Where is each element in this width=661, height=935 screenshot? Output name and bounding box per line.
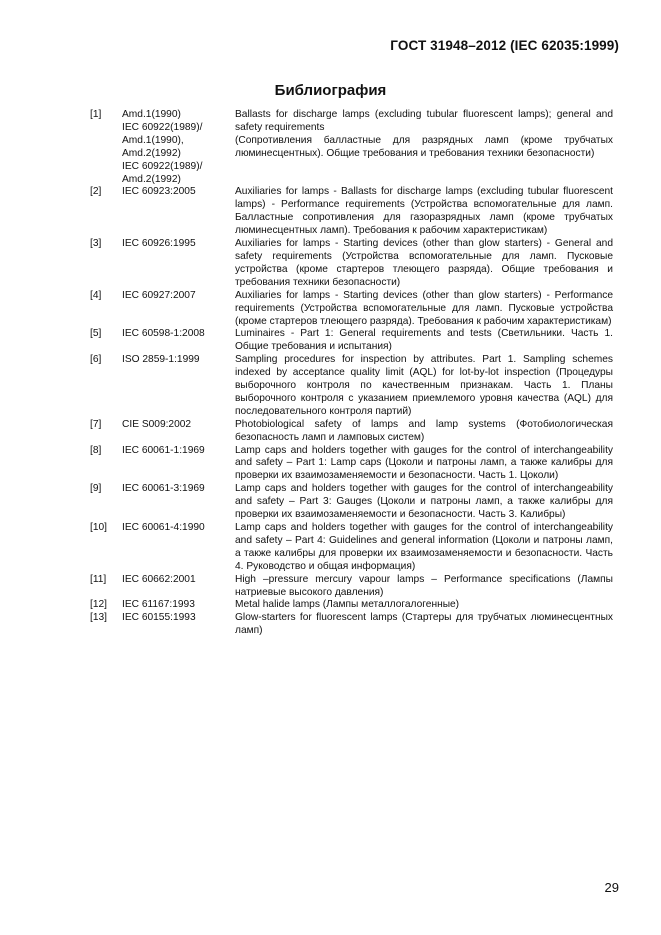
reference-description: Lamp caps and holders together with gauges for the control of interchangeability and safety – Part 3: Gauges (Цоколи и патроны ламп, а также калибры для проверки их взаимозаменяемости и безопасности. Часть 3. Калибры) [235,483,613,521]
reference-number: [5] [90,328,102,340]
reference-standard-code: Amd.1(1990) IEC 60922(1989)/ Amd.1(1990), Amd.2(1992) IEC 60922(1989)/ Amd.2(1992) [122,109,203,185]
bibliography-entry [90,186,613,238]
reference-description: Auxiliaries for lamps - Starting devices (other than glow starters) - Performance requirements (Устройства вспомогательные для ламп. Пусковые устройства (кроме стартеров тлеющего разряда). Требования к рабочим характеристикам) [235,289,613,327]
reference-number: [4] [90,289,102,301]
reference-description: Auxiliaries for lamps - Ballasts for discharge lamps (excluding tubular fluorescent lamps) - Performance requirements (Устройства вспомогательные для ламп. Балластные сопротивления для газоразрядных ламп (кроме трубчатых люминесцентных ламп). Требования к рабочим характеристикам) [235,186,613,237]
reference-description: Photobiological safety of lamps and lamp systems (Фотобиологическая безопасность ламп и ламповых систем) [235,418,613,443]
page-title: Библиография [274,82,387,99]
reference-number: [10] [90,522,107,533]
reference-description: Metal halide lamps (Лампы металлогалогенные) [235,599,460,611]
reference-description: Ballasts for discharge lamps (excluding tubular fluorescent lamps); general and safety requirements (Сопротивления балластные для разрядных ламп (кроме трубчатых люминесцентных). Общие требования и требования техники безопасности) [235,109,613,159]
reference-number: [3] [90,238,102,250]
bibliography-entry [90,109,613,186]
reference-description: Luminaires - Part 1: General requirements and tests (Светильники. Часть 1. Общие требования и испытания) [235,328,613,353]
page-number: 29 [604,880,619,895]
reference-number: [13] [90,612,107,624]
reference-number: [11] [90,573,107,585]
bibliography-entry [90,419,613,445]
bibliography-entry [90,483,613,522]
reference-number: [9] [90,483,102,495]
reference-standard-code: IEC 60926:1995 [122,238,196,250]
reference-standard-code: CIE S009:2002 [122,418,192,430]
reference-number: [12] [90,599,107,611]
page-header: ГОСТ 31948–2012 (IEC 62035:1999) [390,38,619,53]
reference-number: [6] [90,354,102,366]
reference-standard-code: IEC 60061-3:1969 [122,483,205,495]
bibliography-entry [90,238,613,290]
reference-number: [2] [90,186,102,198]
reference-description: High –pressure mercury vapour lamps – Performance specifications (Лампы натриевые высокого давления) [235,573,613,598]
reference-standard-code: IEC 60598-1:2008 [122,328,205,340]
reference-standard-code: IEC 60061-4:1990 [122,522,205,533]
bibliography-entry [90,599,613,612]
reference-number: [7] [90,418,102,430]
reference-number: [1] [90,109,102,120]
reference-description: Lamp caps and holders together with gauges for the control of interchangeability and safety – Part 1: Lamp caps (Цоколи и патроны ламп, а также калибры для проверки их взаимозаменяемости и безопасности. Часть 1. Цоколи) [235,444,613,482]
bibliography-entry [90,328,613,354]
reference-standard-code: ISO 2859-1:1999 [122,354,200,366]
reference-standard-code: IEC 60927:2007 [122,289,196,301]
bibliography-entry [90,522,613,574]
reference-standard-code: IEC 60662:2001 [122,573,196,585]
bibliography-list [90,109,613,638]
reference-description: Lamp caps and holders together with gauges for the control of interchangeability and safety – Part 4: Guidelines and general information (Цоколи и патроны ламп, а также калибры для проверки их взаимозаменяемости и безопасности. Часть 4. Руководство и общая информация) [235,522,613,572]
reference-number: [8] [90,444,102,456]
bibliography-entry [90,354,613,419]
bibliography-entry [90,574,613,600]
reference-standard-code: IEC 60923:2005 [122,186,196,198]
bibliography-entry [90,612,613,638]
bibliography-entry [90,445,613,484]
reference-description: Glow-starters for fluorescent lamps (Стартеры для трубчатых люминесцентных ламп) [235,612,613,637]
reference-standard-code: IEC 60155:1993 [122,612,196,624]
reference-standard-code: IEC 60061-1:1969 [122,444,205,456]
reference-standard-code: IEC 61167:1993 [122,599,195,611]
bibliography-entry [90,290,613,329]
reference-description: Auxiliaries for lamps - Starting devices (other than glow starters) - General and safety requirements (Устройства вспомогательные для ламп. Пусковые устройства (кроме стартеров тлеющего разряда). Общие требования и требования техники безопасности) [235,238,613,288]
reference-description: Sampling procedures for inspection by attributes. Part 1. Sampling schemes indexed by acceptance quality limit (AQL) for lot-by-lot inspection (Процедуры выборочного контроля по качественным признакам. Часть 1. Планы выборочного контроля с указанием приемлемого уровня качества (AQL) для последовательного контроля партий) [235,354,613,417]
